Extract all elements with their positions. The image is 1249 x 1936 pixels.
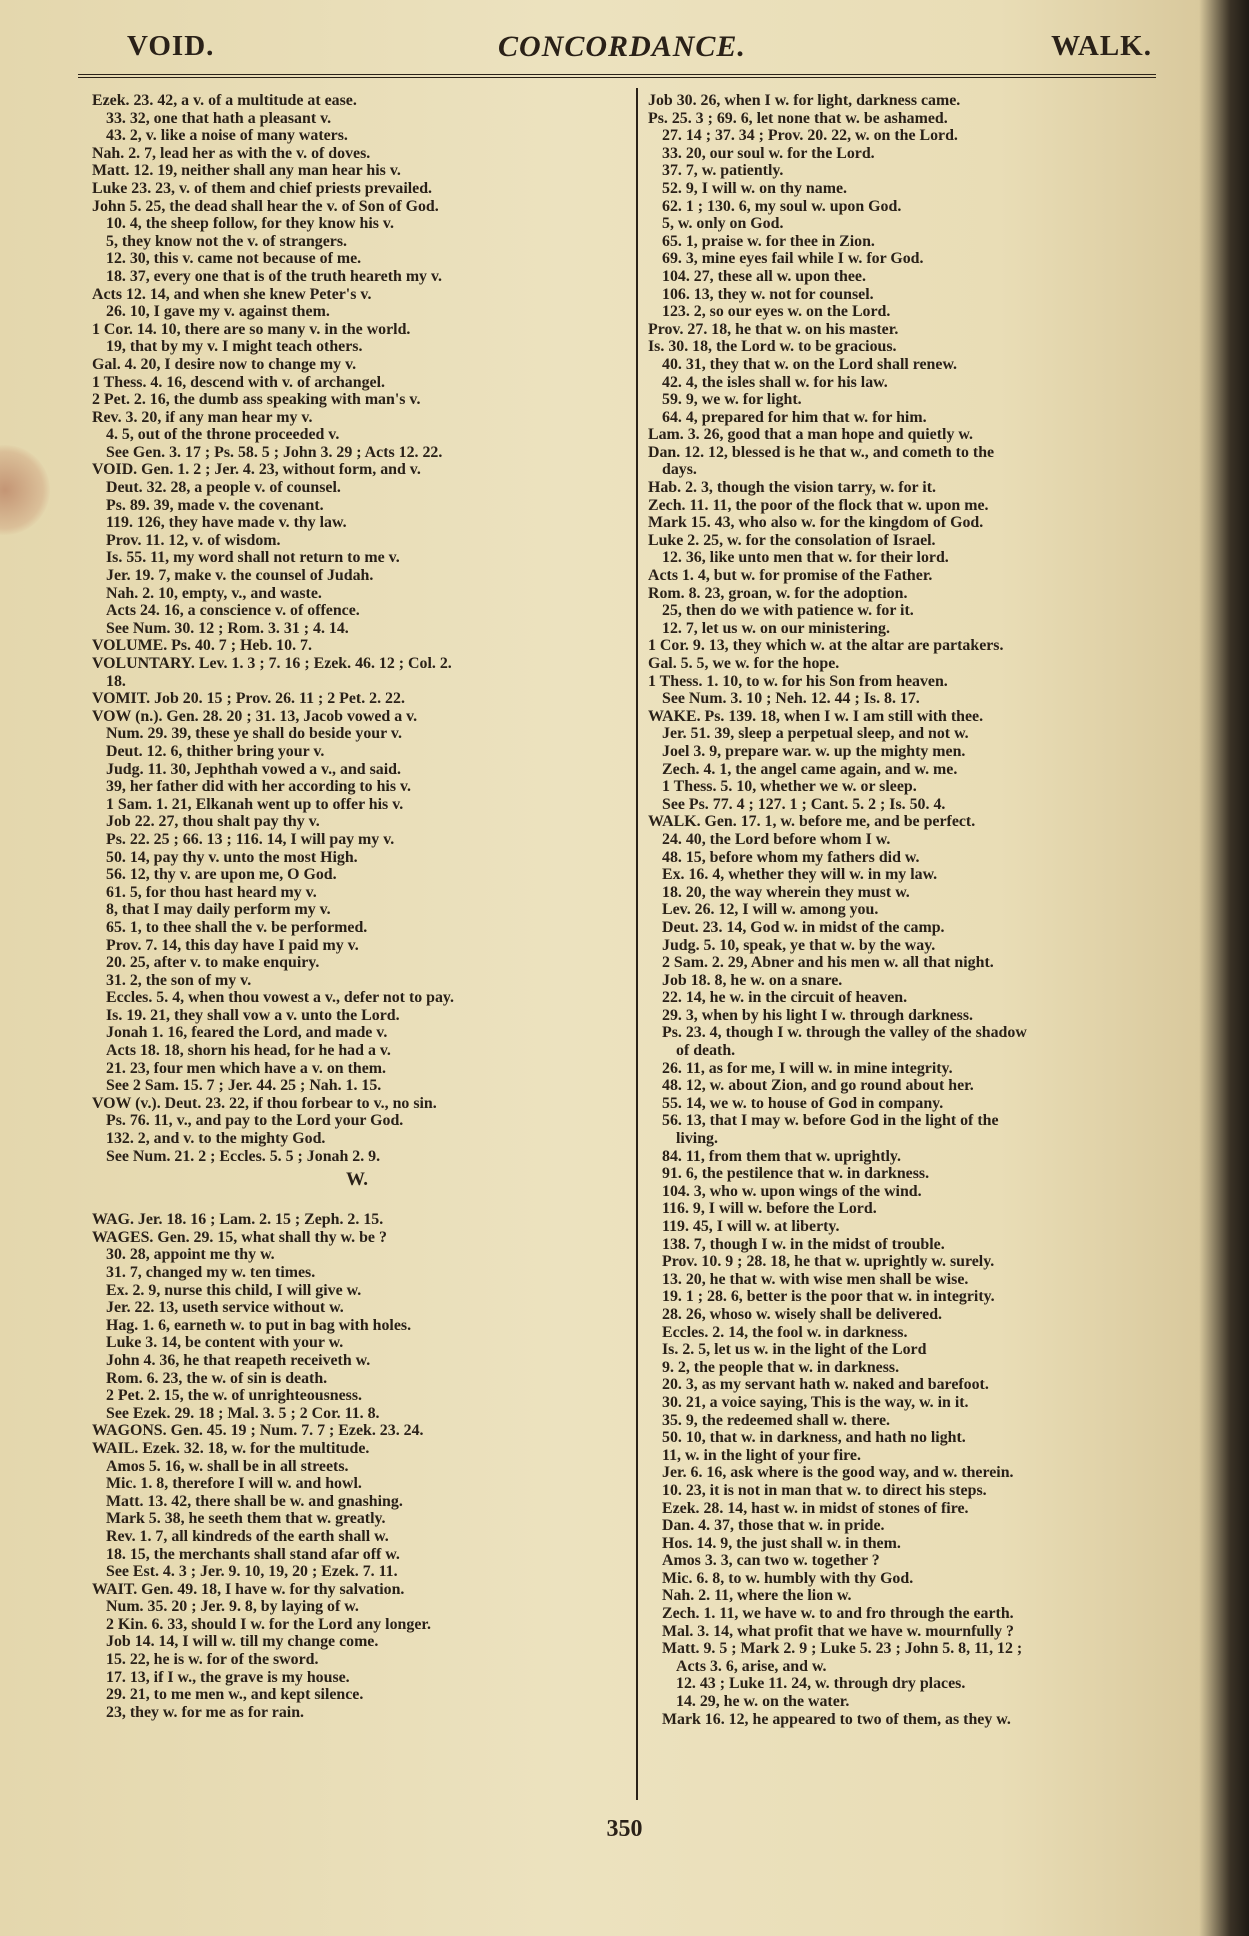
concordance-entry: Job 22. 27, thou shalt pay thy v. [106,813,320,831]
concordance-entry: Eccles. 2. 14, the fool w. in darkness. [662,1323,908,1341]
concordance-entry: Eccles. 5. 4, when thou vowest a v., defer not to pay. [106,989,454,1007]
concordance-entry: WAGONS. Gen. 45. 19 ; Num. 7. 7 ; Ezek. 23. 24. [92,1422,424,1440]
concordance-entry: Prov. 10. 9 ; 28. 18, he that w. uprightly w. surely. [662,1253,995,1271]
concordance-entry: 27. 14 ; 37. 34 ; Prov. 20. 22, w. on the Lord. [662,127,958,145]
concordance-entry: 62. 1 ; 130. 6, my soul w. upon God. [662,197,902,215]
concordance-entry: Luke 3. 14, be content with your w. [106,1334,344,1352]
concordance-entry: Num. 29. 39, these ye shall do beside your v. [106,725,402,743]
concordance-entry: 69. 3, mine eyes fail while I w. for God. [662,250,924,268]
page-header [92,30,1152,70]
concordance-entry: See Num. 30. 12 ; Rom. 3. 31 ; 4. 14. [106,619,349,637]
concordance-entry: 20. 3, as my servant hath w. naked and barefoot. [662,1376,989,1394]
concordance-entry: 1 Cor. 14. 10, there are so many v. in the world. [92,320,411,338]
concordance-entry: 52. 9, I will w. on thy name. [662,179,847,197]
concordance-entry: Ezek. 28. 14, hast w. in midst of stones of fire. [662,1499,969,1517]
concordance-entry: 40. 31, they that w. on the Lord shall renew. [662,355,958,373]
concordance-entry: 12. 7, let us w. on our ministering. [662,619,890,637]
concordance-entry: Jer. 6. 16, ask where is the good way, and w. therein. [662,1464,1014,1482]
concordance-entry: 2 Kin. 6. 33, should I w. for the Lord any longer. [106,1615,431,1633]
concordance-entry: Dan. 4. 37, those that w. in pride. [662,1517,885,1535]
concordance-entry: Num. 35. 20 ; Jer. 9. 8, by laying of w. [106,1598,359,1616]
concordance-entry: 56. 12, thy v. are upon me, O God. [106,866,337,884]
concordance-entry: 33. 20, our soul w. for the Lord. [662,144,875,162]
concordance-entry: 55. 14, we w. to house of God in company. [662,1094,944,1112]
concordance-entry: 17. 13, if I w., the grave is my house. [106,1668,350,1686]
concordance-entry: 48. 15, before whom my fathers did w. [662,848,920,866]
concordance-entry: Mark 15. 43, who also w. for the kingdom of God. [648,514,984,532]
concordance-entry: VOID. Gen. 1. 2 ; Jer. 4. 23, without form, and v. [92,461,421,479]
concordance-entry: WAIT. Gen. 49. 18, I have w. for thy salvation. [92,1580,405,1598]
concordance-entry: Joel 3. 9, prepare war. w. up the mighty men. [662,742,966,760]
concordance-entry: 19, that by my v. I might teach others. [106,338,363,356]
concordance-entry: Gal. 4. 20, I desire now to change my v. [92,355,357,373]
concordance-entry: See Num. 21. 2 ; Eccles. 5. 5 ; Jonah 2. 9. [106,1147,381,1165]
concordance-entry: See Ps. 77. 4 ; 127. 1 ; Cant. 5. 2 ; Is. 50. 4. [662,795,946,813]
concordance-entry: Job 14. 14, I will w. till my change come. [106,1633,379,1651]
column-divider [636,88,638,1800]
header-title: CONCORDANCE. [498,30,746,63]
concordance-entry: Luke 2. 25, w. for the consolation of Israel. [648,531,936,549]
concordance-entry: 1 Thess. 1. 10, to w. for his Son from heaven. [648,672,948,690]
concordance-entry: 106. 13, they w. not for counsel. [662,285,874,303]
concordance-entry: Nah. 2. 7, lead her as with the v. of doves. [92,144,371,162]
concordance-entry: 1 Thess. 5. 10, whether we w. or sleep. [662,778,917,796]
concordance-entry: Matt. 9. 5 ; Mark 2. 9 ; Luke 5. 23 ; John 5. 8, 11, 12 ; [662,1640,1023,1658]
concordance-entry: living. [676,1130,718,1148]
concordance-entry: 5, w. only on God. [662,215,784,233]
concordance-entry: 10. 4, the sheep follow, for they know his v. [106,215,394,233]
concordance-entry: 26. 10, I gave my v. against them. [106,303,330,321]
concordance-entry: Mark 16. 12, he appeared to two of them, as they w. [662,1710,1011,1728]
concordance-entry: 12. 30, this v. came not because of me. [106,250,362,268]
concordance-entry: Acts 12. 14, and when she knew Peter's v. [92,285,372,303]
concordance-entry: Mal. 3. 14, what profit that we have w. mournfully ? [662,1622,1014,1640]
concordance-entry: WAG. Jer. 18. 16 ; Lam. 2. 15 ; Zeph. 2. 15. [92,1211,384,1229]
concordance-entry: Is. 2. 5, let us w. in the light of the Lord [662,1341,927,1359]
concordance-entry: Matt. 12. 19, neither shall any man hear his v. [92,162,401,180]
concordance-entry: John 4. 36, he that reapeth receiveth w. [106,1351,371,1369]
concordance-entry: Is. 55. 11, my word shall not return to me v. [106,549,400,567]
concordance-entry: Zech. 1. 11, we have w. to and fro through the earth. [662,1605,1014,1623]
concordance-entry: Mic. 6. 8, to w. humbly with thy God. [662,1569,914,1587]
concordance-entry: 104. 3, who w. upon wings of the wind. [662,1182,922,1200]
concordance-entry: Dan. 12. 12, blessed is he that w., and cometh to the [648,443,995,461]
concordance-entry: See Gen. 3. 17 ; Ps. 58. 5 ; John 3. 29 ; Acts 12. 22. [106,443,443,461]
concordance-entry: 23, they w. for me as for rain. [106,1703,305,1721]
concordance-entry: 1 Sam. 1. 21, Elkanah went up to offer his v. [106,795,404,813]
concordance-entry: 37. 7, w. patiently. [662,162,784,180]
concordance-entry: 35. 9, the redeemed shall w. there. [662,1411,891,1429]
concordance-entry: 14. 29, he w. on the water. [676,1693,850,1711]
concordance-entry: Deut. 12. 6, thither bring your v. [106,742,325,760]
concordance-entry: 43. 2, v. like a noise of many waters. [106,127,348,145]
concordance-entry: 123. 2, so our eyes w. on the Lord. [662,303,891,321]
concordance-entry: Is. 30. 18, the Lord w. to be gracious. [648,338,897,356]
concordance-entry: VOLUME. Ps. 40. 7 ; Heb. 10. 7. [92,637,312,655]
concordance-entry: 61. 5, for thou hast heard my v. [106,883,317,901]
concordance-entry: Amos 3. 3, can two w. together ? [662,1552,880,1570]
concordance-entry: Mark 5. 38, he seeth them that w. greatly. [106,1510,386,1528]
concordance-entry: Rom. 8. 23, groan, w. for the adoption. [648,584,908,602]
concordance-entry: Mic. 1. 8, therefore I will w. and howl. [106,1475,362,1493]
header-left-guideword: VOID. [127,30,215,62]
header-right-guideword: WALK. [1051,30,1152,62]
concordance-entry: Prov. 7. 14, this day have I paid my v. [106,936,359,954]
concordance-entry: Lev. 26. 12, I will w. among you. [662,901,879,919]
concordance-entry: VOMIT. Job 20. 15 ; Prov. 26. 11 ; 2 Pet. 2. 22. [92,690,405,708]
concordance-entry: 132. 2, and v. to the mighty God. [106,1130,326,1148]
page-number: 350 [606,1816,643,1842]
concordance-entry: Lam. 3. 26, good that a man hope and quietly w. [648,426,973,444]
concordance-entry: 48. 12, w. about Zion, and go round about her. [662,1077,974,1095]
left-column [92,92,622,1721]
concordance-entry: 31. 7, changed my w. ten times. [106,1264,316,1281]
concordance-entry: Amos 5. 16, w. shall be in all streets. [106,1457,349,1475]
concordance-entry: Zech. 11. 11, the poor of the flock that w. upon me. [648,496,989,514]
concordance-entry: Jer. 19. 7, make v. the counsel of Judah. [106,567,374,585]
concordance-entry: 104. 27, these all w. upon thee. [662,267,866,285]
concordance-entry: 65. 1, to thee shall the v. be performed. [106,918,368,936]
concordance-entry: 29. 3, when by his light I w. through darkness. [662,1006,973,1024]
concordance-entry: 22. 14, he w. in the circuit of heaven. [662,989,908,1007]
concordance-entry: See Est. 4. 3 ; Jer. 9. 10, 19, 20 ; Ezek. 7. 11. [106,1563,398,1581]
concordance-entry: Hab. 2. 3, though the vision tarry, w. for it. [648,479,936,497]
concordance-entry: Deut. 32. 28, a people v. of counsel. [106,479,341,497]
concordance-entry: 20. 25, after v. to make enquiry. [106,954,320,972]
concordance-entry: Rev. 1. 7, all kindreds of the earth shall w. [106,1527,389,1545]
concordance-entry: 2 Pet. 2. 15, the w. of unrighteousness. [106,1387,363,1405]
concordance-entry: 119. 126, they have made v. thy law. [106,514,347,532]
concordance-entry: Hag. 1. 6, earneth w. to put in bag with holes. [106,1316,412,1334]
concordance-entry: Prov. 27. 18, he that w. on his master. [648,320,899,338]
concordance-entry: 50. 10, that w. in darkness, and hath no light. [662,1429,966,1447]
concordance-entry: 2 Pet. 2. 16, the dumb ass speaking with man's v. [92,391,421,409]
concordance-entry: of death. [676,1042,736,1060]
concordance-entry: 91. 6, the pestilence that w. in darkness. [662,1165,930,1183]
concordance-entry: See Num. 3. 10 ; Neh. 12. 44 ; Is. 8. 17. [662,690,920,708]
concordance-entry: See Ezek. 29. 18 ; Mal. 3. 5 ; 2 Cor. 11. 8. [106,1404,380,1422]
concordance-entry: 33. 32, one that hath a pleasant v. [106,109,332,127]
concordance-entry: 13. 20, he that w. with wise men shall be wise. [662,1270,969,1288]
concordance-entry: 18. 15, the merchants shall stand afar off w. [106,1545,400,1563]
concordance-entry: 15. 22, he is w. for of the sword. [106,1651,319,1669]
concordance-entry: 116. 9, I will w. before the Lord. [662,1200,877,1218]
concordance-entry: WAIL. Ezek. 32. 18, w. for the multitude. [92,1439,370,1457]
concordance-entry: 39, her father did with her according to his v. [106,778,412,796]
concordance-entry: WAKE. Ps. 139. 18, when I w. I am still with thee. [648,707,984,725]
concordance-entry: Luke 23. 23, v. of them and chief priests prevailed. [92,179,433,197]
concordance-entry: 1 Thess. 4. 16, descend with v. of archangel. [92,373,385,391]
concordance-entry: 12. 43 ; Luke 11. 24, w. through dry places. [676,1675,966,1693]
concordance-entry: Judg. 11. 30, Jephthah vowed a v., and said. [106,760,401,778]
concordance-entry: Acts 18. 18, shorn his head, for he had a v. [106,1042,391,1060]
concordance-entry: 18. 20, the way wherein they must w. [662,883,910,901]
concordance-entry: VOW (v.). Deut. 23. 22, if thou forbear to v., no sin. [92,1094,437,1112]
concordance-entry: WALK. Gen. 17. 1, w. before me, and be perfect. [648,813,976,831]
concordance-entry: Jer. 51. 39, sleep a perpetual sleep, and not w. [662,725,969,743]
concordance-entry: 119. 45, I will w. at liberty. [662,1218,840,1235]
concordance-entry: Acts 1. 4, but w. for promise of the Father. [648,567,933,585]
concordance-entry: 50. 14, pay thy v. unto the most High. [106,848,358,866]
concordance-entry: 84. 11, from them that w. uprightly. [662,1147,901,1165]
concordance-entry: 30. 28, appoint me thy w. [106,1246,275,1264]
concordance-entry: Nah. 2. 10, empty, v., and waste. [106,584,322,602]
concordance-entry: 4. 5, out of the throne proceeded v. [106,426,340,444]
concordance-entry: Job 30. 26, when I w. for light, darkness came. [648,92,961,109]
concordance-entry: VOLUNTARY. Lev. 1. 3 ; 7. 16 ; Ezek. 46. 12 ; Col. 2. [92,655,452,672]
concordance-entry: Judg. 5. 10, speak, ye that w. by the way. [662,936,936,954]
concordance-entry: Job 18. 8, he w. on a snare. [662,971,843,989]
header-rule [78,74,1156,78]
concordance-entry: Acts 24. 16, a conscience v. of offence. [106,602,360,620]
concordance-entry: Ezek. 23. 42, a v. of a multitude at ease. [92,92,357,109]
concordance-entry: 2 Sam. 2. 29, Abner and his men w. all that night. [662,954,994,972]
concordance-entry: Ps. 25. 3 ; 69. 6, let none that w. be ashamed. [648,109,948,127]
concordance-entry: 11, w. in the light of your fire. [662,1446,861,1464]
concordance-entry: 64. 4, prepared for him that w. for him. [662,408,927,426]
concordance-entry: 65. 1, praise w. for thee in Zion. [662,232,875,250]
concordance-entry: 25, then do we with patience w. for it. [662,602,914,620]
concordance-entry: WAGES. Gen. 29. 15, what shall thy w. be ? [92,1228,387,1246]
concordance-entry: Prov. 11. 12, v. of wisdom. [106,531,281,549]
concordance-entry: Zech. 4. 1, the angel came again, and w. me. [662,760,958,778]
concordance-entry: VOW (n.). Gen. 28. 20 ; 31. 13, Jacob vowed a v. [92,707,418,725]
concordance-entry: 8, that I may daily perform my v. [106,901,331,919]
concordance-entry: John 5. 25, the dead shall hear the v. of Son of God. [92,197,439,215]
concordance-entry: 18. 37, every one that is of the truth heareth my v. [106,267,443,285]
concordance-entry: 5, they know not the v. of strangers. [106,232,348,250]
concordance-entry: Deut. 23. 14, God w. in midst of the camp. [662,918,945,936]
concordance-entry: 12. 36, like unto men that w. for their lord. [662,549,949,567]
concordance-entry: days. [662,461,697,479]
concordance-entry: Rom. 6. 23, the w. of sin is death. [106,1369,328,1387]
concordance-entry: Ps. 22. 25 ; 66. 13 ; 116. 14, I will pay my v. [106,830,395,848]
concordance-entry: 18. [106,672,126,690]
concordance-entry: Jonah 1. 16, feared the Lord, and made v. [106,1024,388,1042]
concordance-entry: Nah. 2. 11, where the lion w. [662,1587,852,1605]
concordance-entry: 30. 21, a voice saying, This is the way, w. in it. [662,1393,969,1411]
concordance-entry: 138. 7, though I w. in the midst of trouble. [662,1235,945,1253]
concordance-entry: 9. 2, the people that w. in darkness. [662,1358,900,1376]
concordance-entry: Ex. 16. 4, whether they will w. in my law. [662,866,938,884]
concordance-entry: Ps. 76. 11, v., and pay to the Lord your God. [106,1112,404,1130]
concordance-entry: 59. 9, we w. for light. [662,391,802,409]
concordance-entry: 29. 21, to me men w., and kept silence. [106,1686,364,1704]
concordance-entry: Acts 3. 6, arise, and w. [676,1657,827,1675]
concordance-entry: See 2 Sam. 15. 7 ; Jer. 44. 25 ; Nah. 1. 15. [106,1077,382,1095]
concordance-entry: 56. 13, that I may w. before God in the light of the [662,1112,999,1130]
section-heading: W. [345,1169,368,1191]
concordance-entry: 1 Cor. 9. 13, they which w. at the altar are partakers. [648,637,1004,655]
concordance-entry: Gal. 5. 5, we w. for the hope. [648,655,840,672]
concordance-entry: 31. 2, the son of my v. [106,971,252,989]
paper-stain [0,445,50,535]
concordance-entry: 28. 26, whoso w. wisely shall be delivered. [662,1305,943,1323]
concordance-entry: Matt. 13. 42, there shall be w. and gnashing. [106,1492,403,1510]
concordance-entry: Is. 19. 21, they shall vow a v. unto the Lord. [106,1006,400,1024]
right-column [648,92,1188,1728]
concordance-entry: 19. 1 ; 28. 6, better is the poor that w. in integrity. [662,1288,995,1306]
concordance-entry: 21. 23, four men which have a v. on them. [106,1059,387,1077]
concordance-entry: Ps. 89. 39, made v. the covenant. [106,496,324,514]
concordance-entry: 26. 11, as for me, I will w. in mine integrity. [662,1059,953,1077]
concordance-entry: Hos. 14. 9, the just shall w. in them. [662,1534,901,1552]
concordance-entry: 24. 40, the Lord before whom I w. [662,830,891,848]
concordance-entry: Jer. 22. 13, useth service without w. [106,1299,344,1317]
concordance-entry: 42. 4, the isles shall w. for his law. [662,373,888,391]
concordance-entry: Rev. 3. 20, if any man hear my v. [92,408,313,426]
concordance-entry: Ex. 2. 9, nurse this child, I will give w. [106,1281,362,1299]
concordance-entry: 10. 23, it is not in man that w. to direct his steps. [662,1481,987,1499]
concordance-entry: Ps. 23. 4, though I w. through the valley of the shadow [662,1024,1027,1042]
